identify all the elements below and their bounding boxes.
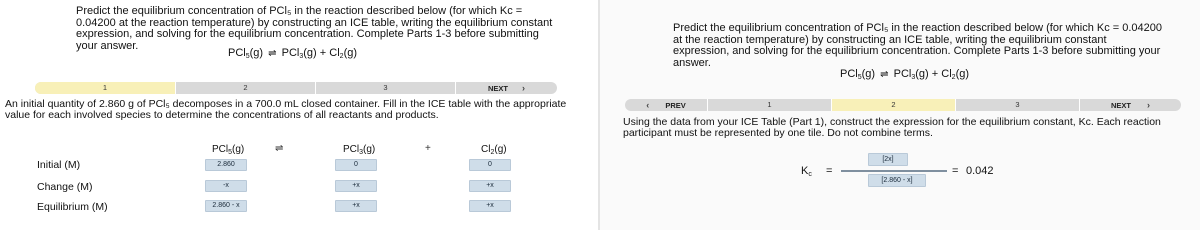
step-3-tab[interactable]: 3 [955,99,1079,111]
reactant-formula: PCl [228,47,246,59]
question-prompt: Predict the equilibrium concentration of PCl₅ in the reaction described below (for which Kc = 0.04200 at the reaction temperature) by constructing an ICE table, writing the equilibrium constant expression, and solving for the equilibrium concentration. Complete Parts 1-3 before submitting your answer. [76,5,553,52]
ice-header-pcl3 [343,144,375,156]
ice-cell-equilibrium-pcl3[interactable]: +x [335,200,377,212]
plus-sign: + [425,143,431,154]
ice-row-equilibrium-label: Equilibrium (M) [37,201,108,213]
product2-phase: (g) [955,68,970,80]
reactant-formula: PCl [840,68,858,80]
reactant-subscript: 5 [857,74,862,81]
numerator-tile[interactable]: [2x] [868,153,908,166]
step-1-tab[interactable]: 1 [35,82,175,94]
step-instruction: Using the data from your ICE Table (Part 1), construct the expression for the equilibrium constant, Kc. Each reaction participant must be represented by one tile. Do not combine terms. [623,116,1161,139]
ice-table-panel [0,0,600,230]
equilibrium-arrow-icon: ⇌ [880,69,889,80]
reactant-subscript: 5 [245,53,250,60]
kc-letter: K [801,165,809,177]
kc-subscript: c [808,171,812,178]
step-navigation [625,99,1181,111]
denominator-tile[interactable]: [2.860 - x] [868,174,926,187]
ice-cell-equilibrium-pcl5[interactable]: 2.860 - x [205,200,247,212]
reaction-equation [228,47,357,60]
chevron-right-icon: › [522,83,526,93]
ice-row-change-label: Change (M) [37,181,93,193]
equilibrium-arrow-icon: ⇌ [275,143,284,154]
kc-symbol [801,165,812,178]
equals-sign: = [952,165,959,177]
ice-cell-initial-pcl5[interactable]: 2.860 [205,159,247,171]
question-prompt: Predict the equilibrium concentration of PCl₅ in the reaction described below (for which Kc = 0.04200 at the reaction temperature) by constructing an ICE table, writing the equilibrium constant expression, and solving for the equilibrium concentration. Complete Parts 1-3 before submitting your answer. [673,22,1163,69]
header-formula: Cl [481,144,491,155]
product2-subscript: 2 [339,53,344,60]
header-phase: (g) [363,144,376,155]
header-subscript: 3 [359,149,364,156]
plus-sign: + [931,68,939,80]
ice-header-cl2 [481,144,507,156]
ice-cell-change-pcl3[interactable]: +x [335,180,377,192]
next-button[interactable] [455,82,557,94]
ice-cell-initial-pcl3[interactable]: 0 [335,159,377,171]
ice-header-pcl5 [212,144,244,156]
product2-formula: Cl [941,68,952,80]
ice-cell-initial-cl2[interactable]: 0 [469,159,511,171]
reaction-equation [840,68,969,81]
header-subscript: 2 [490,149,495,156]
equilibrium-arrow-icon: ⇌ [268,48,277,59]
equals-sign: = [826,165,833,177]
header-phase: (g) [232,144,245,155]
reactant-phase: (g) [861,68,876,80]
chevron-right-icon: › [1147,100,1151,110]
product1-subscript: 3 [299,53,304,60]
product1-formula: PCl [281,47,300,59]
step-navigation [35,82,557,94]
next-label: NEXT [1110,101,1131,110]
ice-row-initial-label: Initial (M) [37,159,81,171]
next-label: NEXT [487,84,508,93]
header-phase: (g) [494,144,507,155]
product1-phase: (g) [303,47,317,59]
prev-button[interactable] [625,99,707,111]
product1-phase: (g) [915,68,929,80]
product2-formula: Cl [329,47,340,59]
step-2-tab[interactable]: 2 [831,99,955,111]
fraction-bar [841,170,947,172]
ice-cell-equilibrium-cl2[interactable]: +x [469,200,511,212]
product2-subscript: 2 [951,74,956,81]
header-subscript: 5 [228,149,233,156]
kc-expression-panel [600,0,1200,230]
header-formula: PCl [212,144,229,155]
ice-cell-change-pcl5[interactable]: -x [205,180,247,192]
step-3-tab[interactable]: 3 [315,82,455,94]
step-1-tab[interactable]: 1 [707,99,831,111]
product1-subscript: 3 [911,74,916,81]
reactant-phase: (g) [249,47,264,59]
product2-phase: (g) [343,47,358,59]
step-instruction: An initial quantity of 2.860 g of PCl₅ decomposes in a 700.0 mL closed container. Fill in the ICE table with the appropriate value for each involved species to determine the concentrations of all reactants and products. [5,98,567,121]
step-2-tab[interactable]: 2 [175,82,315,94]
plus-sign: + [319,47,327,59]
kc-value: 0.042 [966,165,994,177]
header-formula: PCl [343,144,360,155]
next-button[interactable] [1079,99,1181,111]
prev-label: PREV [665,101,686,110]
product1-formula: PCl [893,68,912,80]
chevron-left-icon: ‹ [646,100,650,110]
ice-cell-change-cl2[interactable]: +x [469,180,511,192]
